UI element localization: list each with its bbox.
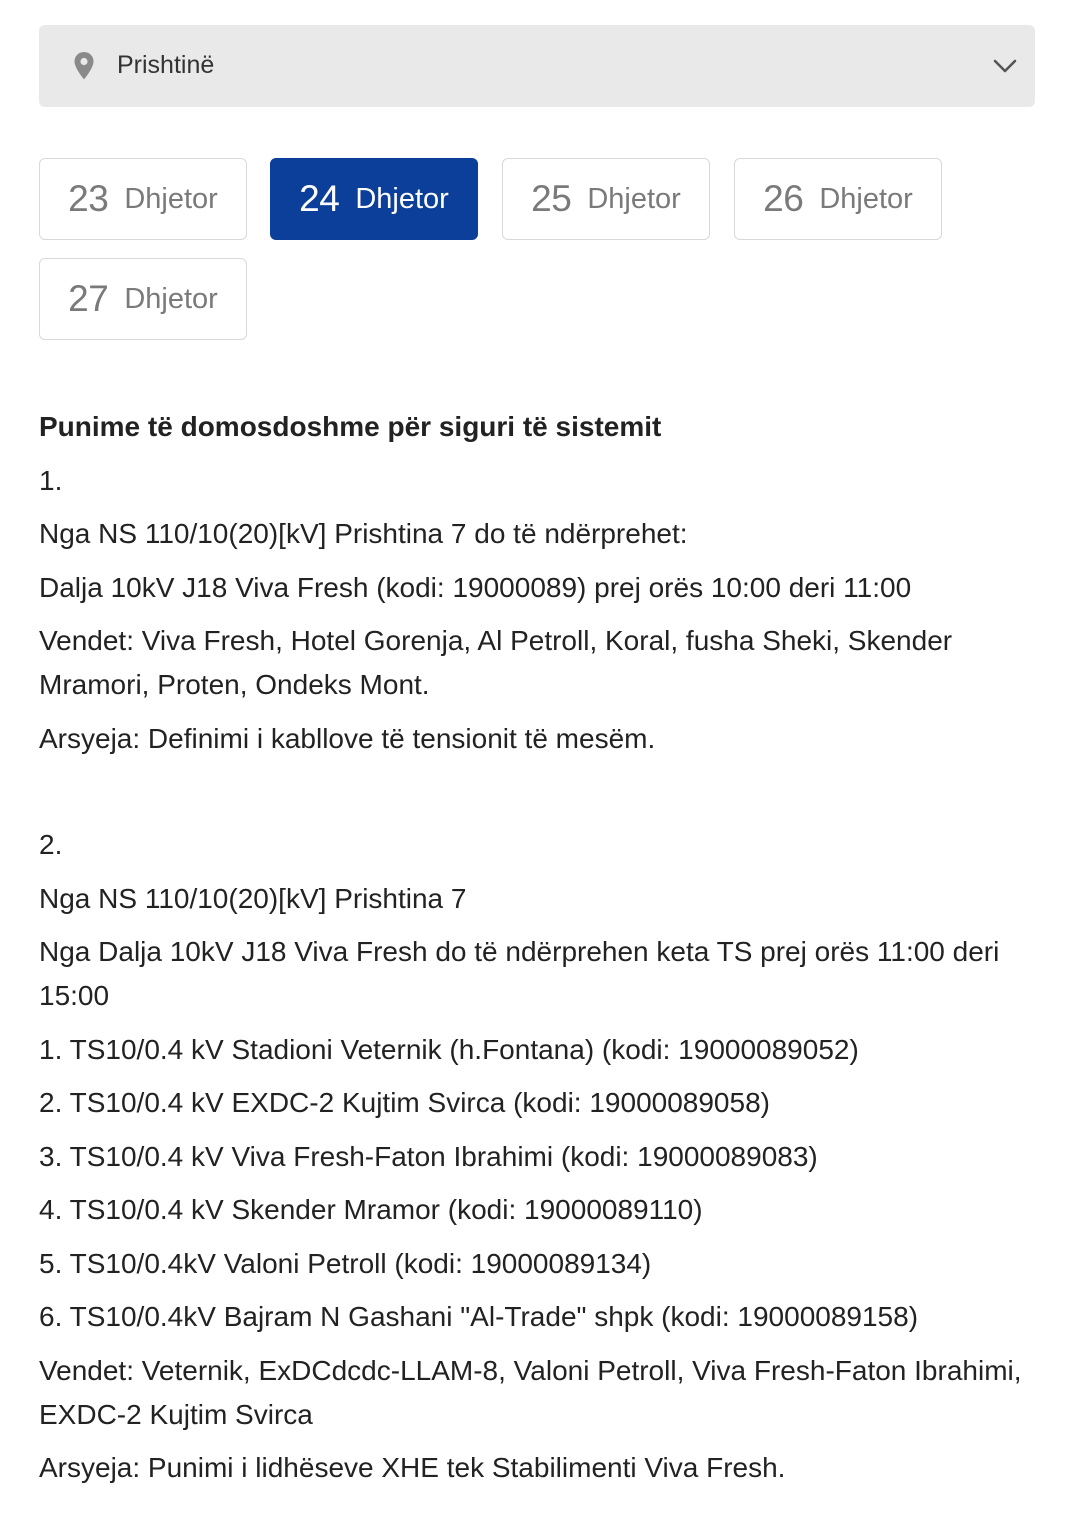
date-button-26[interactable] (734, 158, 942, 240)
list-item: 6. TS10/0.4kV Bajram N Gashani "Al-Trade" shpk (kodi: 19000089158) (39, 1301, 919, 1332)
date-button-23[interactable] (39, 158, 247, 240)
section-reason: Arsyeja: Punimi i lidhëseve XHE tek Stabilimenti Viva Fresh. (39, 1452, 786, 1483)
date-button-27[interactable] (39, 258, 247, 340)
section-source: Nga NS 110/10(20)[kV] Prishtina 7 do të ndërprehet: (39, 518, 688, 549)
date-day: 23 (68, 178, 109, 219)
section-feeder: Dalja 10kV J18 Viva Fresh (kodi: 19000089) prej orës 10:00 deri 11:00 (39, 571, 912, 603)
section-reason: Arsyeja: Definimi i kabllove të tensionit të mesëm. (39, 722, 656, 754)
date-button-25[interactable] (502, 158, 710, 240)
map-pin-icon (70, 51, 98, 81)
section-places: Vendet: Veternik, ExDCdcdc-LLAM-8, Valoni Petroll, Viva Fresh-Faton Ibrahimi, EXDC-2 Kujtim Svirca (39, 1354, 1022, 1430)
section-number: 1. (39, 464, 63, 496)
date-day: 25 (531, 178, 572, 219)
list-item: 3. TS10/0.4 kV Viva Fresh-Faton Ibrahimi (kodi: 19000089083) (39, 1140, 818, 1172)
section-feeder: Nga Dalja 10kV J18 Viva Fresh do të ndërprehen keta TS prej orës 11:00 deri 15:00 (39, 936, 1000, 1011)
section-spacer (39, 770, 1039, 823)
list-item: 1. TS10/0.4 kV Stadioni Veternik (h.Fontana) (kodi: 19000089052) (39, 1033, 859, 1065)
date-day: 24 (299, 178, 340, 219)
region-label: Prishtinë (117, 51, 215, 79)
date-day: 27 (68, 278, 109, 319)
section-number: 2. (39, 829, 63, 860)
list-item: 4. TS10/0.4 kV Skender Mramor (kodi: 19000089110) (39, 1194, 703, 1225)
list-item: 2. TS10/0.4 kV EXDC-2 Kujtim Svirca (kodi: 19000089058) (39, 1087, 770, 1118)
date-month: Dhjetor (819, 182, 913, 215)
section-places: Vendet: Viva Fresh, Hotel Gorenja, Al Petroll, Koral, fusha Sheki, Skender Mramori, Proten, Ondeks Mont. (39, 625, 953, 700)
outage-notice (39, 405, 1039, 1500)
date-month: Dhjetor (124, 182, 218, 215)
date-month: Dhjetor (355, 182, 449, 215)
date-month: Dhjetor (124, 282, 218, 315)
chevron-down-icon[interactable] (992, 57, 1018, 75)
date-day: 26 (763, 178, 804, 219)
date-button-24[interactable] (270, 158, 478, 240)
notice-heading: Punime të domosdoshme për siguri të sistemit (39, 411, 662, 442)
list-item: 5. TS10/0.4kV Valoni Petroll (kodi: 19000089134) (39, 1247, 652, 1279)
section-source: Nga NS 110/10(20)[kV] Prishtina 7 (39, 882, 467, 914)
date-month: Dhjetor (587, 182, 681, 215)
